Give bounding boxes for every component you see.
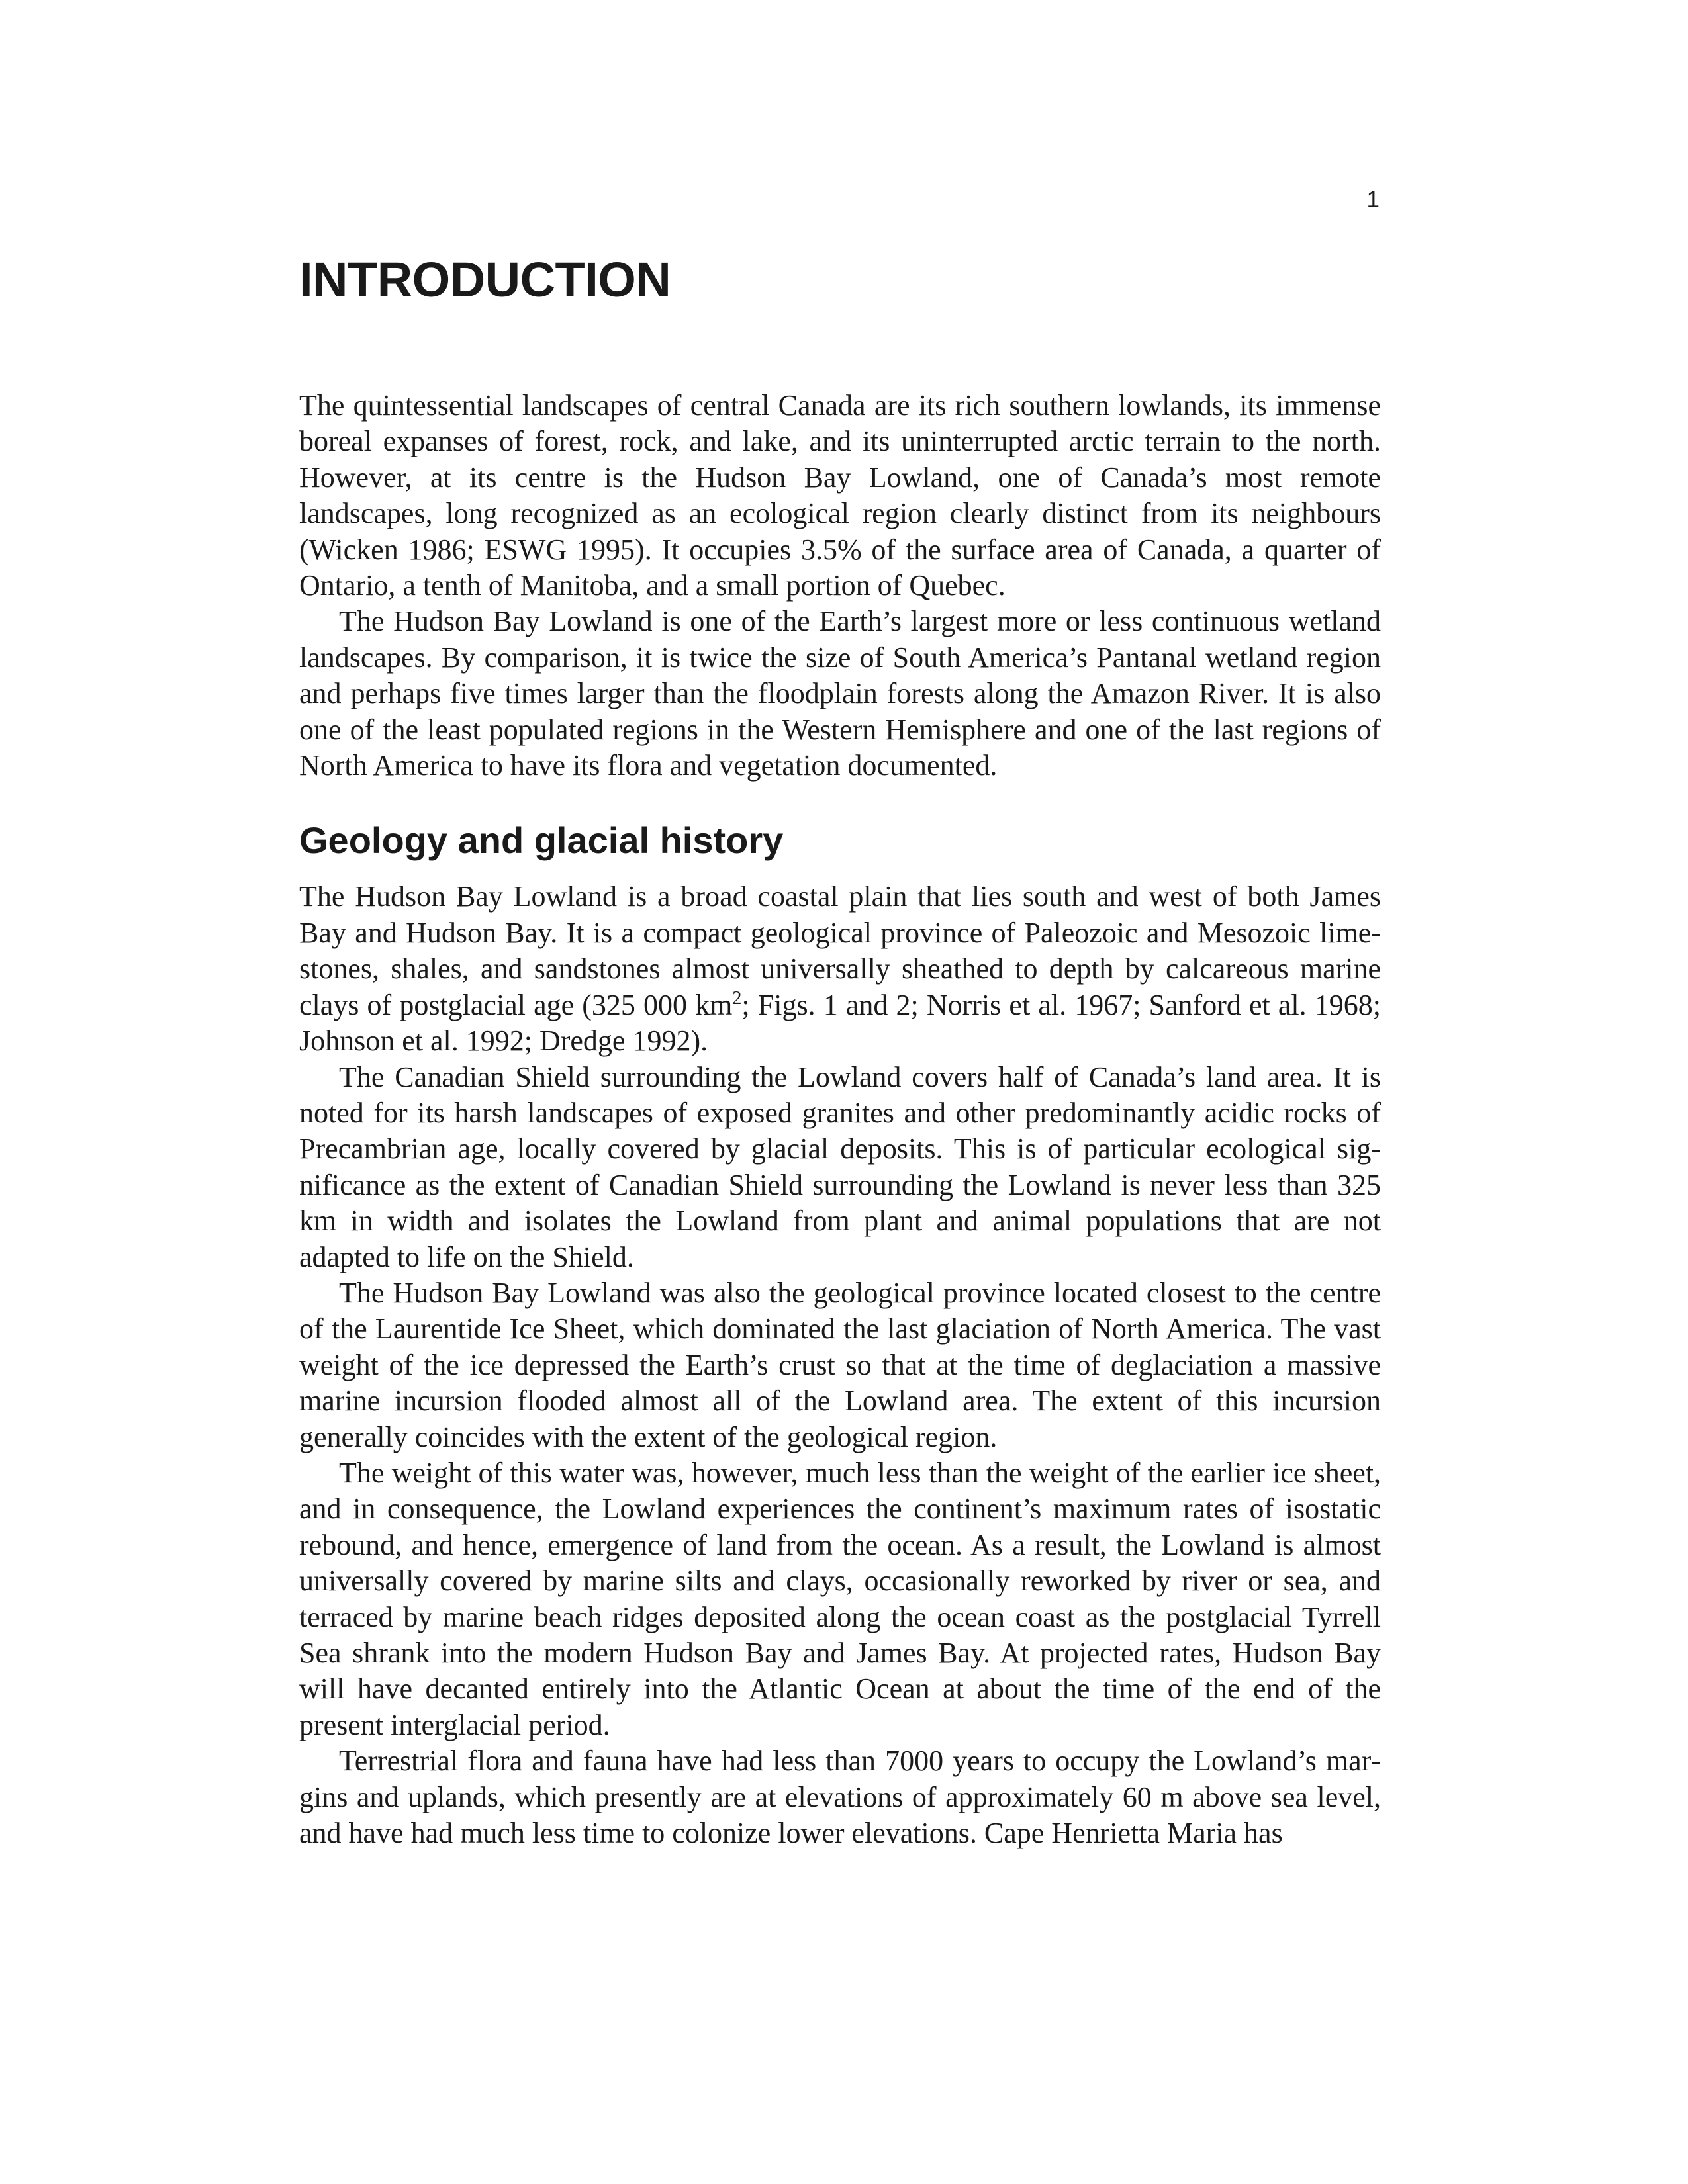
intro-paragraph-2: The Hudson Bay Lowland is one of the Earth’s largest more or less continuous wetland landscapes. By comparison, it is twice the size of South America’s Pantanal wetland region and perhaps five times larger than the floodplain forests along the Amazon River. It is also one of the least populated regions in the Western Hemisphere and one of the last regions of North America to have its flora and vegetation documented.: [299, 605, 1381, 782]
chapter-title: INTRODUCTION: [299, 252, 671, 307]
section-heading: Geology and glacial history: [299, 819, 784, 862]
geology-paragraph-1-text-b: ; Figs. 1 and 2; Norris et al. 1967; Sanford et al. 1968; Johnson et al. 1992; Dredge 1992).: [299, 988, 1381, 1058]
intro-paragraph-1: The quintessential landscapes of central Canada are its rich southern lowlands, its immense boreal expanses of forest, rock, and lake, and its uninterrupted arctic terrain to the north. However, at its centre is the Hudson Bay Lowland, one of Canada’s most remote landscapes, long recognized as an ecological region clearly distinct from its neighbours (Wicken 1986; ESWG 1995). It occupies 3.5% of the surface area of Canada, a quarter of Ontario, a tenth of Manitoba, and a small portion of Quebec.: [299, 389, 1381, 602]
page-number: 1: [1366, 187, 1380, 212]
superscript-2: 2: [732, 987, 742, 1009]
geology-paragraph-3: The Hudson Bay Lowland was also the geological province located closest to the centre of the Laurentide Ice Sheet, which dominated the last glaciation of North America. The vast weight of the ice depressed the Earth’s crust so that at the time of deglaciation a massive marine incursion flooded almost all of the Lowland area. The extent of this incursion generally coincides with the extent of the geological region.: [299, 1276, 1381, 1453]
geology-paragraph-1: [299, 879, 1381, 1059]
geology-paragraph-4: The weight of this water was, however, much less than the weight of the earlier ice sheet, and in consequence, the Lowland experiences the continent’s maximum rates of isostatic rebound, and hence, emergence of land from the ocean. As a result, the Lowland is almost universally covered by marine silts and clays, occasionally reworked by river or sea, and terraced by marine beach ridges deposited along the ocean coast as the postglacial Tyrrell Sea shrank into the modern Hudson Bay and James Bay. At projected rates, Hudson Bay will have decanted entirely into the Atlantic Ocean at about the time of the end of the present interglacial period.: [299, 1456, 1381, 1741]
page-content: [299, 250, 1381, 1851]
geology-paragraph-1-text-a: The Hudson Bay Lowland is a broad coastal plain that lies south and west of both James Bay and Hudson Bay. It is a compact geological province of Paleozoic and Mesozoic limestones, shales, and sandstones almost universally sheathed to depth by calcareous marine clays of postglacial age (325 000 km: [299, 880, 1381, 1021]
geology-paragraph-2: The Canadian Shield surrounding the Lowland covers half of Canada’s land area. It is noted for its harsh landscapes of exposed granites and other predominantly acidic rocks of Precambrian age, locally covered by glacial deposits. This is of particular ecological significance as the extent of Canadian Shield surrounding the Lowland is never less than 325 km in width and isolates the Lowland from plant and animal populations that are not adapted to life on the Shield.: [299, 1060, 1381, 1273]
geology-paragraph-5: Terrestrial flora and fauna have had less than 7000 years to occupy the Lowland’s margins and uplands, which presently are at elevations of approximately 60 m above sea level, and have had much less time to colonize lower elevations. Cape Henrietta Maria has: [299, 1745, 1381, 1850]
